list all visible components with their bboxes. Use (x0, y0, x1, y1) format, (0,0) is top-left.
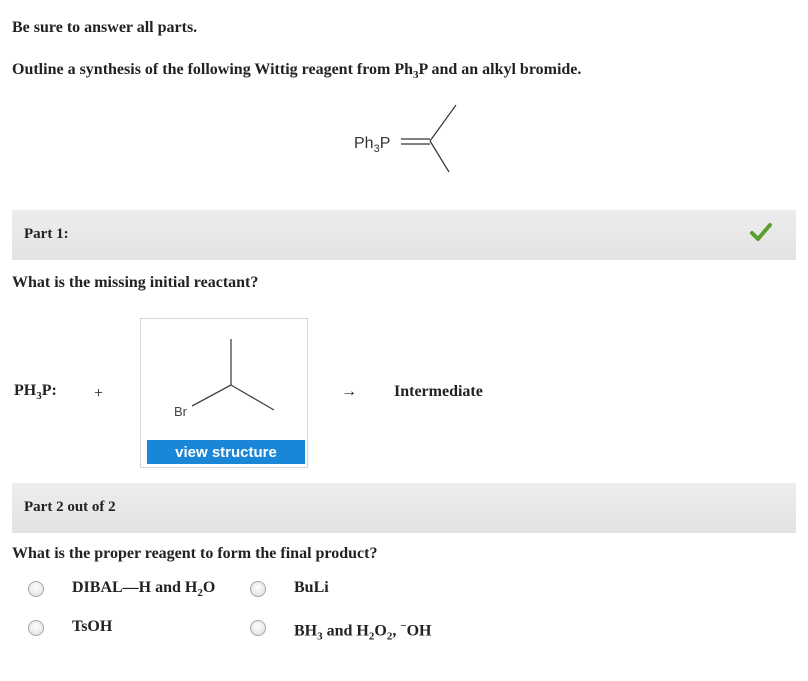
part1-header (12, 210, 796, 260)
part1-label: Part 1: (24, 226, 69, 242)
plus-sign: + (94, 385, 104, 402)
instruction-text: Be sure to answer all parts. (12, 19, 198, 36)
option-tsoh-radio[interactable] (28, 620, 44, 636)
option-bh3-radio[interactable] (250, 620, 266, 636)
option-dibal-radio[interactable] (28, 581, 44, 597)
part2-header (12, 483, 796, 533)
part2-question: What is the proper reagent to form the final product? (12, 545, 378, 562)
reaction-arrow: → (341, 383, 357, 400)
checkmark-icon (750, 222, 772, 242)
bromine-atom-label: Br (174, 404, 187, 419)
synthesis-prompt: Outline a synthesis of the following Wittig reagent from $Ph_3P$ and an alkyl bromide. (12, 61, 582, 82)
option-buli-label[interactable]: BuLi (294, 579, 329, 596)
view-structure-button[interactable]: view structure (147, 440, 305, 464)
part1-question: What is the missing initial reactant? (12, 274, 259, 291)
option-bh3-label[interactable]: $BH_3$ and $H_2O_2$, −OH (294, 620, 432, 643)
product-intermediate: Intermediate (394, 383, 483, 400)
option-tsoh-label[interactable]: TsOH (72, 618, 113, 635)
ylide-label: $Ph_3P$ (354, 135, 391, 155)
part2-label: Part 2 out of 2 (24, 499, 116, 515)
option-buli-radio[interactable] (250, 581, 266, 597)
reactant-answer-card[interactable] (140, 318, 308, 468)
alkyl-bromide-structure (141, 319, 307, 439)
option-dibal-label[interactable]: DIBAL—H and $H_2O$ (72, 579, 216, 600)
reagent-ph3p: $PH_3P$: (14, 382, 57, 403)
